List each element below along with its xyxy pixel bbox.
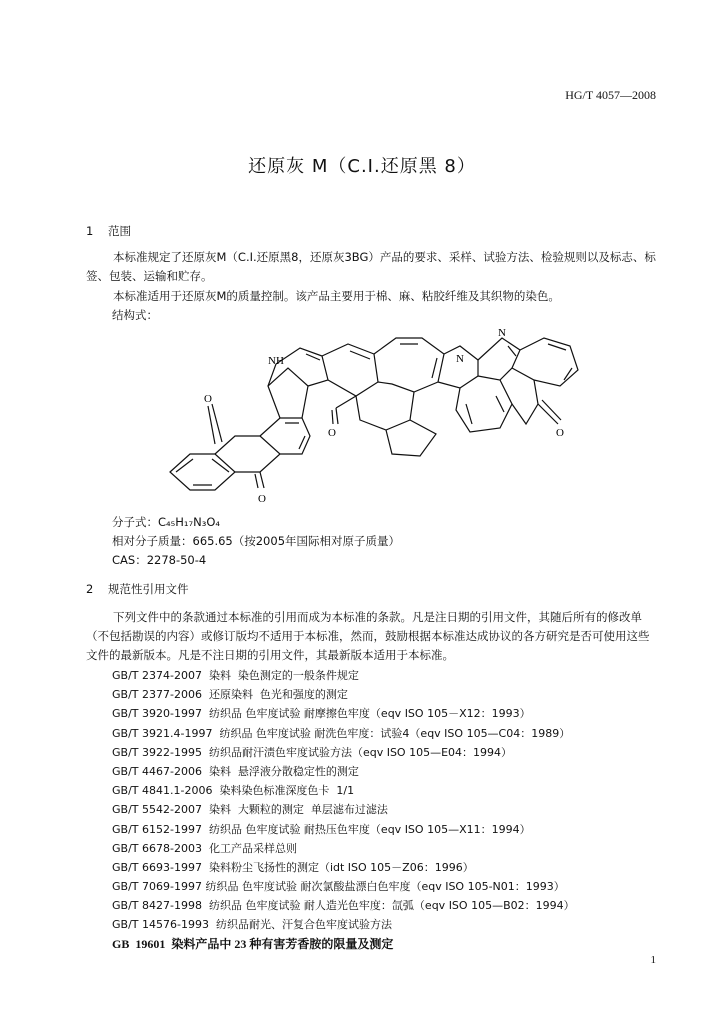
reference-item: GB/T 6152-1997 纺织品 色牢度试验 耐热压色牢度（eqv ISO 105—X11：1994） (112, 822, 531, 836)
structure-label: 结构式： (112, 308, 158, 322)
structure-ring (512, 338, 578, 386)
scope-paragraph-1: 本标准规定了还原灰M（C.I.还原黑8，还原灰3BG）产品的要求、采样、试验方法、检验规则以及标志、标签、包装、运输和贮存。 (86, 250, 656, 283)
reference-item: GB/T 6693-1997 染料粉尘飞扬性的测定（idt ISO 105－Z06：1996） (112, 860, 474, 874)
section-2-heading (86, 581, 189, 597)
standard-code: HG/T 4057—2008 (565, 88, 656, 102)
section-2-number: 2 (86, 582, 94, 596)
reference-item: GB/T 4841.1-2006 染料染色标准深度色卡 1/1 (112, 784, 355, 798)
chemical-structure (160, 324, 610, 510)
normative-intro-paragraph: 下列文件中的条款通过本标准的引用而成为本标准的条款。凡是注日期的引用文件，其随后所有的修改单（不包括勘误的内容）或修订版均不适用于本标准，然而，鼓励根据本标准达成协议的各方研究是否可使用这些文件的最新版本。凡是不注日期的引用文件，其最新版本适用于本标准。 (86, 610, 650, 662)
atom-o-left: O (204, 393, 212, 405)
atom-n-mid: N (456, 353, 464, 365)
reference-item: GB/T 3922-1995 纺织品耐汗渍色牢度试验方法（eqv ISO 105—E04：1994） (112, 745, 513, 759)
page-title: 还原灰 M（C.I.还原黑 8） (248, 156, 476, 177)
section-1-number: 1 (86, 224, 94, 238)
atom-o-bottom: O (258, 493, 266, 505)
reference-list (112, 666, 575, 954)
section-2-title: 规范性引用文件 (108, 582, 189, 596)
reference-item: GB/T 14576-1993 纺织品耐光、汗复合色牢度试验方法 (112, 918, 392, 932)
section-1-title: 范围 (108, 224, 131, 238)
reference-item: GB/T 2374-2007 染料 染色测定的一般条件规定 (112, 669, 359, 682)
reference-item: GB/T 6678-2003 化工产品采样总则 (112, 841, 297, 855)
atom-nh: NH (268, 355, 284, 367)
reference-item: GB/T 3920-1997 纺织品 色牢度试验 耐摩擦色牢度（eqv ISO 105－X12：1993） (112, 707, 531, 721)
atom-o-center: O (328, 427, 336, 439)
reference-item: GB/T 7069-1997 纺织品 色牢度试验 耐次氯酸盐漂白色牢度（eqv ISO 105-N01：1993） (112, 880, 565, 894)
cas-line: CAS：2278-50-4 (112, 553, 207, 567)
formula-label: 分子式： (112, 515, 158, 529)
reference-item: GB/T 3921.4-1997 纺织品 色牢度试验 耐洗色牢度：试验4（eqv ISO 105—C04：1989） (112, 726, 571, 740)
reference-item: GB 19601 染料产品中 23 种有害芳香胺的限量及测定 (112, 936, 394, 951)
atom-o-right: O (556, 427, 564, 439)
reference-item: GB/T 2377-2006 还原染料 色光和强度的测定 (112, 688, 348, 702)
structure-ring (268, 348, 328, 386)
page-number: 1 (650, 954, 656, 966)
scope-paragraph-2: 本标准适用于还原灰M的质量控制。该产品主要用于棉、麻、粘胶纤维及其织物的染色。 (113, 289, 560, 303)
formula-line (112, 514, 220, 530)
structure-ring (374, 338, 444, 392)
reference-item: GB/T 5542-2007 染料 大颗粒的测定 单层滤布过滤法 (112, 803, 388, 817)
reference-item: GB/T 8427-1998 纺织品 色牢度试验 耐人造光色牢度：氙弧（eqv ISO 105—B02：1994） (112, 899, 575, 913)
structure-ring (215, 436, 280, 472)
atom-n-top: N (498, 327, 506, 339)
molecular-mass-line: 相对分子质量：665.65（按2005年国际相对原子质量） (112, 534, 401, 548)
section-1-heading (86, 223, 131, 239)
structure-diagram (160, 324, 610, 506)
formula-value: C₄₅H₁₇N₃O₄ (158, 515, 220, 529)
reference-item: GB/T 4467-2006 染料 悬浮液分散稳定性的测定 (112, 764, 359, 778)
